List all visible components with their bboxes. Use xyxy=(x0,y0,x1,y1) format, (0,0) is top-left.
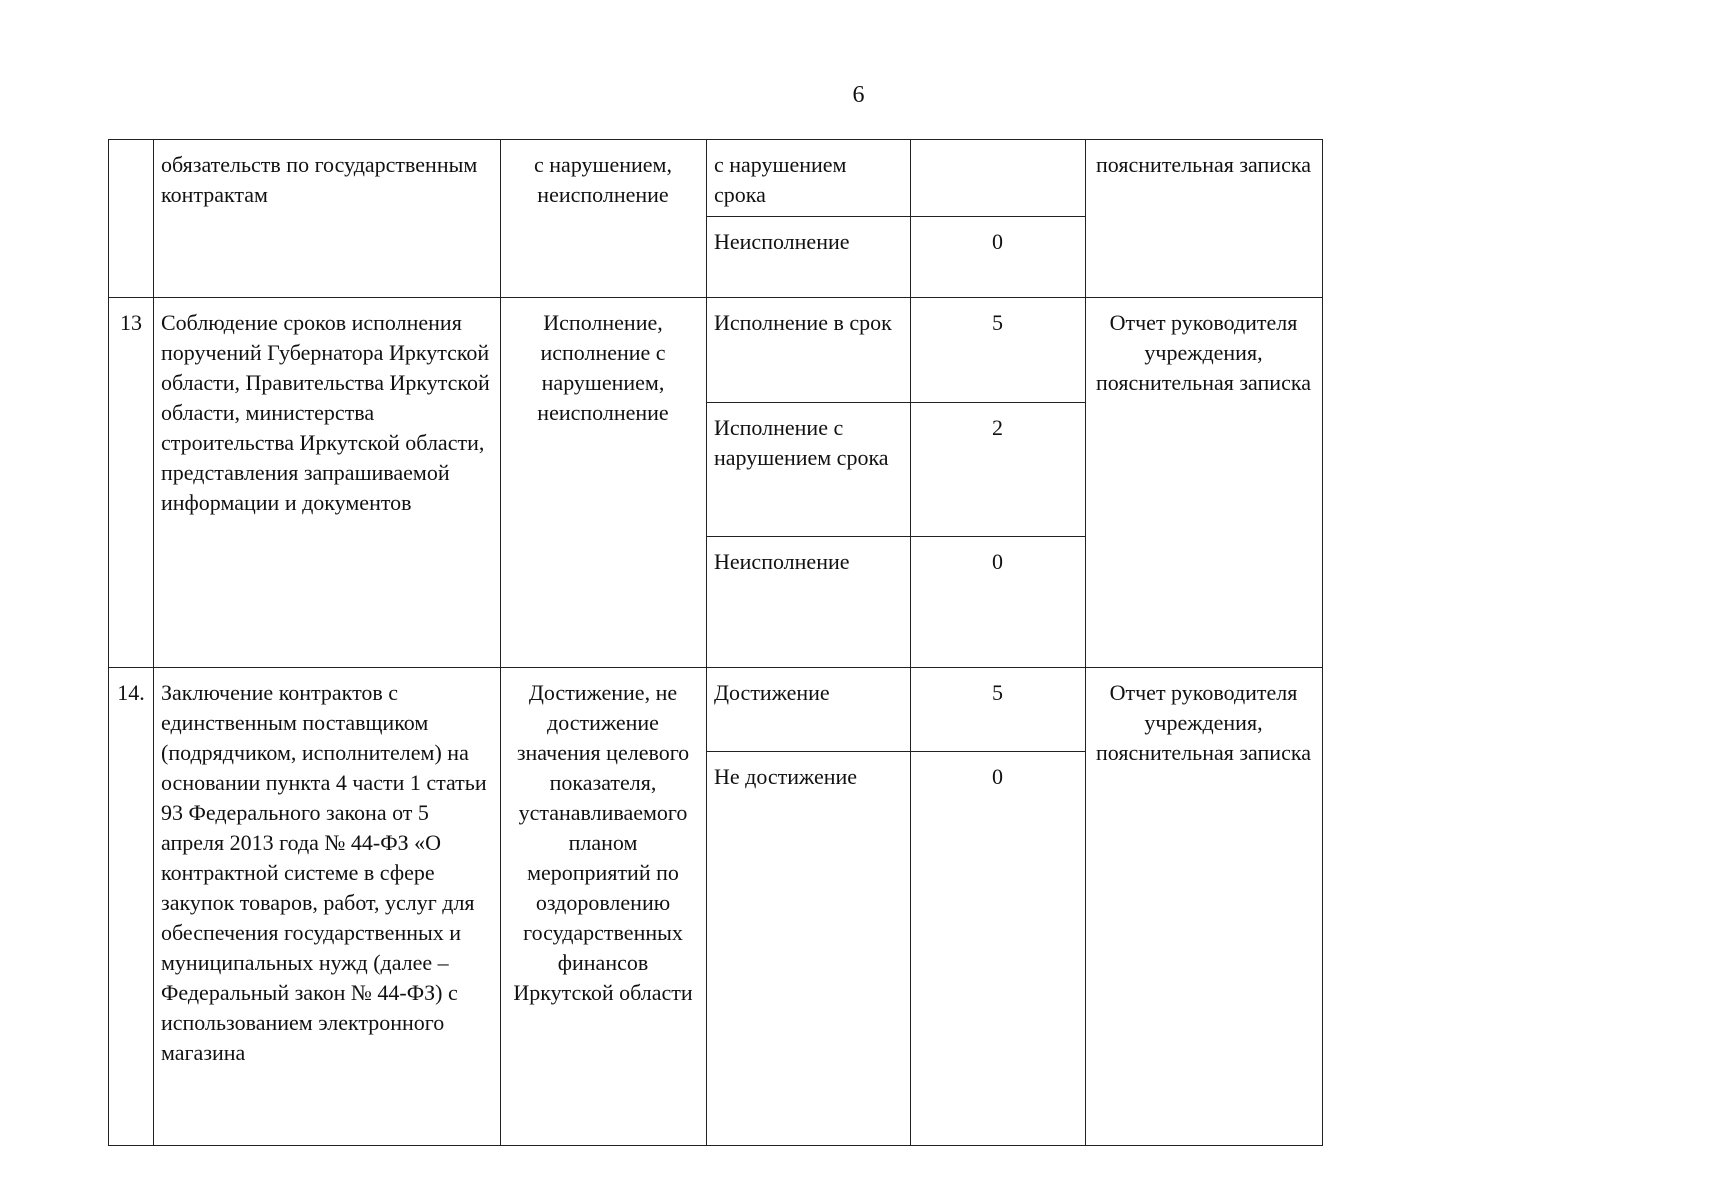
row-number-cell: 13 xyxy=(109,298,154,668)
source-cell: Отчет руководителя учреждения, пояснительная записка xyxy=(1086,668,1323,1146)
evaluation-criteria-table xyxy=(108,139,1323,1146)
page-number: 6 xyxy=(852,82,865,108)
score-cell xyxy=(911,140,1086,217)
indicator-cell: Заключение контрактов с единственным поставщиком (подрядчиком, исполнителем) на основании пункта 4 части 1 статьи 93 Федерального закона от 5 апреля 2013 года № 44-ФЗ «О контрактной системе в сфере закупок товаров, работ, услуг для обеспечения государственных и муниципальных нужд (далее – Федеральный закон № 44-ФЗ) с использованием электронного магазина xyxy=(154,668,501,1146)
row-number-cell xyxy=(109,140,154,298)
source-cell: Отчет руководителя учреждения, пояснительная записка xyxy=(1086,298,1323,668)
criterion-cell: с нарушением, неисполнение xyxy=(501,140,707,298)
option-label-cell: Неисполнение xyxy=(707,537,911,668)
indicator-cell: Соблюдение сроков исполнения поручений Губернатора Иркутской области, Правительства Иркутской области, министерства строительства Иркутской области, представления запрашиваемой информации и документов xyxy=(154,298,501,668)
option-label-cell: Неисполнение xyxy=(707,217,911,298)
score-cell: 5 xyxy=(911,298,1086,403)
option-label-cell: с нарушением срока xyxy=(707,140,911,217)
score-cell: 5 xyxy=(911,668,1086,752)
criterion-cell: Достижение, не достижение значения целевого показателя, устанавливаемого планом мероприятий по оздоровлению государственных финансов Иркутской области xyxy=(501,668,707,1146)
row-number-cell: 14. xyxy=(109,668,154,1146)
score-cell: 0 xyxy=(911,537,1086,668)
table-row xyxy=(109,668,1323,752)
option-label-cell: Исполнение в срок xyxy=(707,298,911,403)
score-cell: 2 xyxy=(911,403,1086,537)
indicator-cell: обязательств по государственным контрактам xyxy=(154,140,501,298)
table-row xyxy=(109,140,1323,217)
option-label-cell: Достижение xyxy=(707,668,911,752)
source-cell: пояснительная записка xyxy=(1086,140,1323,298)
score-cell: 0 xyxy=(911,217,1086,298)
option-label-cell: Не достижение xyxy=(707,752,911,1146)
table-row xyxy=(109,298,1323,403)
criterion-cell: Исполнение, исполнение с нарушением, неисполнение xyxy=(501,298,707,668)
option-label-cell: Исполнение с нарушением срока xyxy=(707,403,911,537)
score-cell: 0 xyxy=(911,752,1086,1146)
